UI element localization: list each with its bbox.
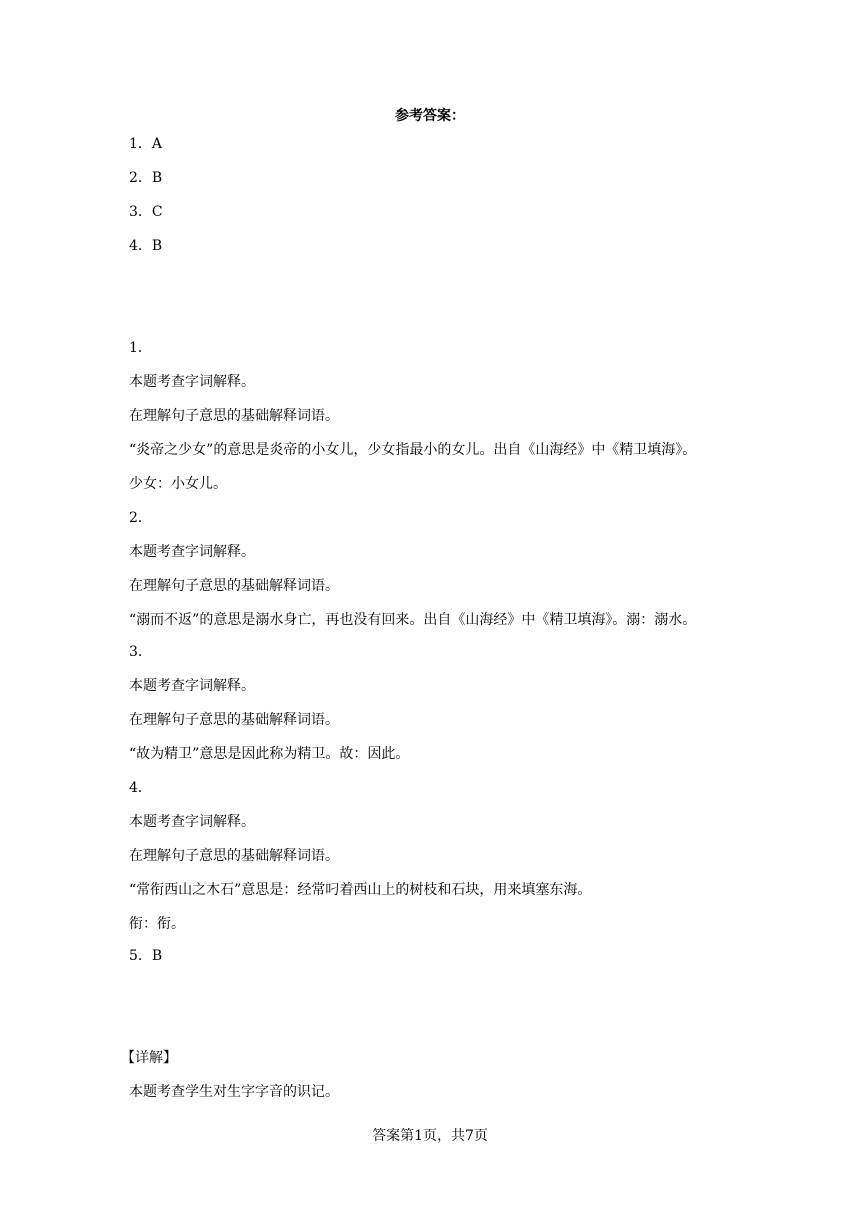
explanation-1-line-1: 本题考查字词解释。 <box>129 374 255 390</box>
detail-heading: 【详解】 <box>121 1050 177 1066</box>
page-title: 参考答案： <box>395 108 465 124</box>
answer-4: 4．B <box>129 238 163 254</box>
explanation-1-line-3: “炎帝之少女”的意思是炎帝的小女儿，少女指最小的女儿。出自《山海经》中《精卫填海》。 <box>129 442 697 458</box>
explanation-4-line-4: 衔：衔。 <box>129 916 185 932</box>
explanation-2-number: 2． <box>129 510 152 526</box>
detail-text: 本题考查学生对生字字音的识记。 <box>129 1084 339 1100</box>
explanation-4-line-3: “常衔西山之木石”意思是：经常叼着西山上的树枝和石块，用来填塞东海。 <box>129 882 592 898</box>
answer-3: 3．C <box>129 204 163 220</box>
explanation-1-line-4: 少女：小女儿。 <box>129 476 227 492</box>
explanation-2-line-2: 在理解句子意思的基础解释词语。 <box>129 578 339 594</box>
explanation-2-line-3: “溺而不返”的意思是溺水身亡，再也没有回来。出自《山海经》中《精卫填海》。溺：溺水。 <box>129 612 697 628</box>
answer-2: 2．B <box>129 170 163 186</box>
explanation-4-line-2: 在理解句子意思的基础解释词语。 <box>129 848 339 864</box>
explanation-1-line-2: 在理解句子意思的基础解释词语。 <box>129 408 339 424</box>
explanation-4-line-1: 本题考查字词解释。 <box>129 814 255 830</box>
explanation-2-line-1: 本题考查字词解释。 <box>129 544 255 560</box>
page-footer: 答案第1页，共7页 <box>372 1128 488 1144</box>
explanation-3-line-3: “故为精卫”意思是因此称为精卫。故：因此。 <box>129 746 410 762</box>
explanation-1-number: 1． <box>129 340 152 356</box>
explanation-4-number: 4． <box>129 780 152 796</box>
answer-5: 5．B <box>129 948 163 964</box>
explanation-3-number: 3． <box>129 644 152 660</box>
explanation-3-line-2: 在理解句子意思的基础解释词语。 <box>129 712 339 728</box>
answer-1: 1．A <box>129 136 163 152</box>
explanation-3-line-1: 本题考查字词解释。 <box>129 678 255 694</box>
